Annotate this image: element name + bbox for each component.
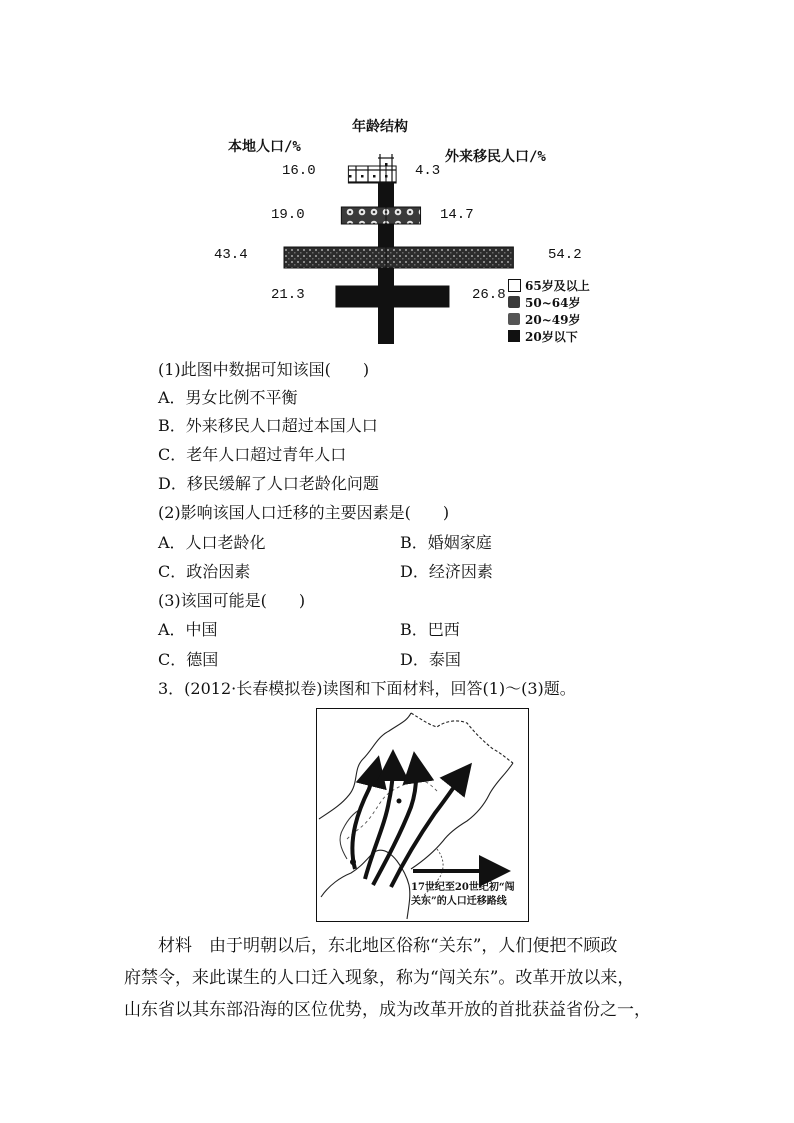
question-3-stem: (3)该国可能是( ) xyxy=(158,591,306,610)
legend-swatch-20-49 xyxy=(508,313,520,325)
legend-label: 50~64岁 xyxy=(525,296,581,310)
immigrant-bar-0 xyxy=(386,166,396,183)
question-3-option: B．巴西 xyxy=(400,620,460,639)
left-value-label: 16.0 xyxy=(282,163,316,179)
local-bar-1 xyxy=(341,207,386,224)
left-value-label: 21.3 xyxy=(271,287,305,303)
coastline-north xyxy=(411,713,513,763)
local-bar-0 xyxy=(348,166,386,183)
question-1-stem: (1)此图中数据可知该国( ) xyxy=(158,360,370,379)
right-value-label: 14.7 xyxy=(440,207,474,223)
legend-label: 65岁及以上 xyxy=(525,279,590,293)
right-value-label: 4.3 xyxy=(415,163,441,179)
map-legend-text: 17世纪至20世纪初“闯关东”的人口迁移路线 xyxy=(411,882,515,907)
immigrant-bar-1 xyxy=(386,207,421,224)
legend-swatch-50-64 xyxy=(508,296,520,308)
right-axis-label: 外来移民人口/% xyxy=(445,149,546,165)
left-value-label: 43.4 xyxy=(214,247,248,263)
legend-swatch-under-20 xyxy=(508,330,520,342)
pyramid-top-cap xyxy=(378,154,394,166)
question-2-option: B．婚姻家庭 xyxy=(400,533,492,552)
question-1-option: A．男女比例不平衡 xyxy=(158,388,298,407)
material-line-3: 山东省以其东部沿海的区位优势，成为改革开放的首批获益省份之一， xyxy=(124,1000,651,1020)
material-line-2: 府禁令，来此谋生的人口迁入现象，称为“闯关东”。改革开放以来， xyxy=(124,968,635,988)
right-value-label: 26.8 xyxy=(472,287,506,303)
left-value-label: 19.0 xyxy=(271,207,305,223)
immigrant-bar-2 xyxy=(386,247,513,268)
question-1-option: C．老年人口超过青年人口 xyxy=(158,445,347,464)
population-chart xyxy=(200,110,620,350)
question-2-stem: (2)影响该国人口迁移的主要因素是( ) xyxy=(158,503,450,522)
question-2-option: C．政治因素 xyxy=(158,562,251,581)
question-3-option: D．泰国 xyxy=(400,650,461,669)
migration-arrow xyxy=(373,759,416,885)
coastline-south xyxy=(321,850,410,919)
question-1-option: B．外来移民人口超过本国人口 xyxy=(158,416,378,435)
coastline-west xyxy=(319,713,411,819)
migration-arrow xyxy=(365,757,393,879)
migration-map xyxy=(316,708,529,922)
legend-label: 20~49岁 xyxy=(525,313,581,327)
legend-label: 20岁以下 xyxy=(525,330,578,344)
left-axis-label: 本地人口/% xyxy=(228,139,301,155)
chart-legend xyxy=(508,277,618,347)
question-2-option: A．人口老龄化 xyxy=(158,533,266,552)
right-value-label: 54.2 xyxy=(548,247,582,263)
legend-swatch-65-plus xyxy=(508,279,521,292)
immigrant-bar-3 xyxy=(386,286,449,307)
question-3-option: A．中国 xyxy=(158,620,218,639)
chart-title: 年龄结构 xyxy=(352,119,408,135)
local-bar-3 xyxy=(336,286,386,307)
local-bar-2 xyxy=(284,247,386,268)
question-3-main-stem: 3．(2012·长春模拟卷)读图和下面材料，回答(1)～(3)题。 xyxy=(158,679,576,698)
question-2-option: D．经济因素 xyxy=(400,562,493,581)
question-1-option: D．移民缓解了人口老龄化问题 xyxy=(158,474,379,493)
material-line-1: 材料 由于明朝以后，东北地区俗称“关东”，人们便把不顾政 xyxy=(158,936,618,956)
question-3-option: C．德国 xyxy=(158,650,219,669)
